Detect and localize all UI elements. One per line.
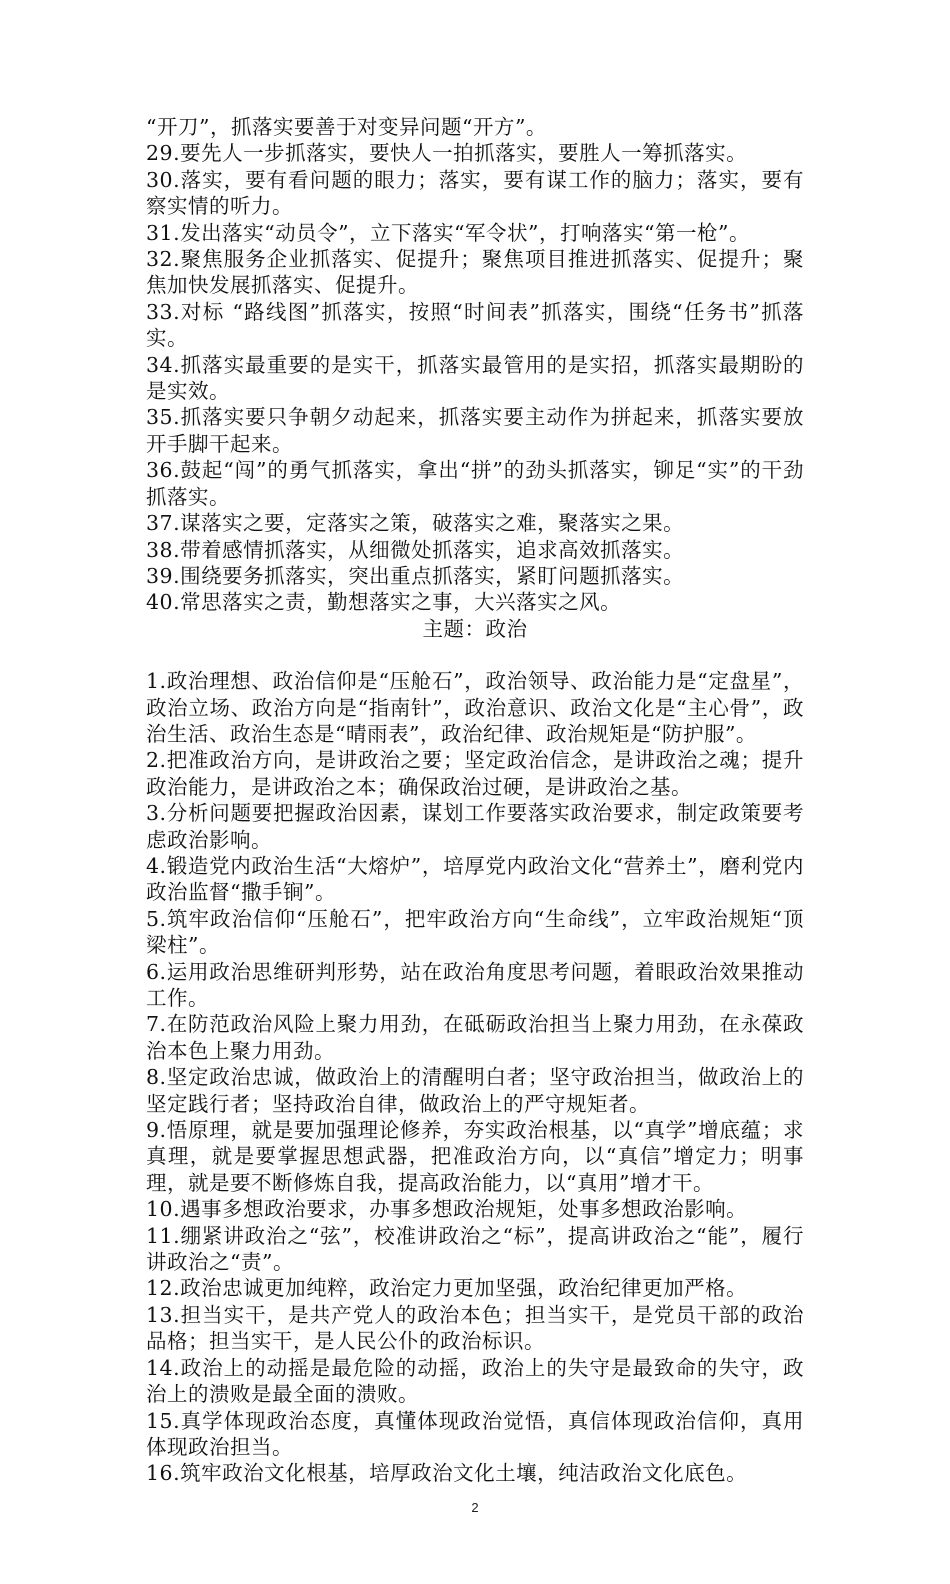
paragraph-8: 8.坚定政治忠诚，做政治上的清醒明白者；坚守政治担当，做政治上的坚定践行者；坚持政治自律，做政治上的严守规矩者。 — [146, 1065, 804, 1116]
paragraph-29: 29.要先人一步抓落实，要快人一拍抓落实，要胜人一筹抓落实。 — [146, 141, 748, 166]
paragraph-3: 3.分析问题要把握政治因素，谋划工作要落实政治要求，制定政策要考虑政治影响。 — [146, 801, 804, 852]
paragraph-35: 35.抓落实要只争朝夕动起来，抓落实要主动作为拼起来，抓落实要放开手脚干起来。 — [146, 405, 804, 456]
paragraph-12: 12.政治忠诚更加纯粹，政治定力更加坚强，政治纪律更加严格。 — [146, 1276, 748, 1301]
paragraph-14: 14.政治上的动摇是最危险的动摇，政治上的失守是最致命的失守，政治上的溃败是最全面的溃败。 — [146, 1355, 804, 1407]
paragraph-30: 30.落实，要有看问题的眼力；落实，要有谋工作的脑力；落实，要有察实情的听力。 — [146, 167, 804, 219]
paragraph-33: 33.对标 “路线图”抓落实，按照“时间表”抓落实，围绕“任务书”抓落实。 — [146, 299, 804, 351]
paragraph-32: 32.聚焦服务企业抓落实、促提升；聚焦项目推进抓落实、促提升；聚焦加快发展抓落实、促提升。 — [146, 247, 804, 298]
paragraph-31: 31.发出落实“动员令”，立下落实“军令状”，打响落实“第一枪”。 — [146, 220, 750, 245]
section-zhengzhi — [146, 668, 804, 1487]
paragraph-15: 15.真学体现政治态度，真懂体现政治觉悟，真信体现政治信仰，真用体现政治担当。 — [146, 1408, 804, 1459]
paragraph-40: 40.常思落实之责，勤想落实之事，大兴落实之风。 — [146, 590, 622, 615]
paragraph-2: 2.把准政治方向，是讲政治之要；坚定政治信念，是讲政治之魂；提升政治能力，是讲政治之本；确保政治过硬，是讲政治之基。 — [146, 748, 804, 799]
paragraph-6: 6.运用政治思维研判形势，站在政治角度思考问题，着眼政治效果推动工作。 — [146, 959, 804, 1010]
paragraph-39: 39.围绕要务抓落实，突出重点抓落实，紧盯问题抓落实。 — [146, 563, 685, 588]
paragraph-16: 16.筑牢政治文化根基，培厚政治文化土壤，纯洁政治文化底色。 — [146, 1461, 748, 1486]
paragraph-38: 38.带着感情抓落实，从细微处抓落实，追求高效抓落实。 — [146, 537, 685, 562]
paragraph-11: 11.绷紧讲政治之“弦”，校准讲政治之“标”，提高讲政治之“能”，履行讲政治之“责”。 — [146, 1223, 804, 1275]
paragraph-37: 37.谋落实之要，定落实之策，破落实之难，聚落实之果。 — [146, 511, 685, 536]
topic-heading: 主题：政治 — [422, 616, 528, 641]
blank-line — [146, 642, 804, 668]
paragraph-4: 4.锻造党内政治生活“大熔炉”，培厚党内政治文化“营养土”，磨利党内政治监督“撒手锏”。 — [146, 853, 804, 905]
section-luoshi — [146, 114, 804, 616]
paragraph-13: 13.担当实干，是共产党人的政治本色；担当实干，是党员干部的政治品格；担当实干，是人民公仆的政治标识。 — [146, 1302, 804, 1354]
paragraph-36: 36.鼓起“闯”的勇气抓落实，拿出“拼”的劲头抓落实，铆足“实”的干劲抓落实。 — [146, 458, 804, 509]
paragraph-28-end: “开刀”，抓落实要善于对变异问题“开方”。 — [146, 115, 547, 139]
paragraph-9: 9.悟原理，就是要加强理论修养，夯实政治根基，以“真学”增底蕴；求真理，就是要掌握思想武器，把准政治方向，以“真信”增定力；明事理，就是要不断修炼自我，提高政治能力，以“真用”增才干。 — [146, 1118, 804, 1195]
paragraph-1: 1.政治理想、政治信仰是“压舱石”，政治领导、政治能力是“定盘星”，政治立场、政治方向是“指南针”，政治意识、政治文化是“主心骨”，政治生活、政治生态是“晴雨表”，政治纪律、政治规矩是“防护服”。 — [146, 669, 804, 746]
paragraph-34: 34.抓落实最重要的是实干，抓落实最管用的是实招，抓落实最期盼的是实效。 — [146, 352, 804, 404]
document-page — [146, 114, 804, 1487]
paragraph-10: 10.遇事多想政治要求，办事多想政治规矩，处事多想政治影响。 — [146, 1197, 748, 1222]
paragraph-7: 7.在防范政治风险上聚力用劲，在砥砺政治担当上聚力用劲，在永葆政治本色上聚力用劲。 — [146, 1012, 804, 1063]
paragraph-5: 5.筑牢政治信仰“压舱石”，把牢政治方向“生命线”，立牢政治规矩“顶梁柱”。 — [146, 906, 804, 958]
page-number: 2 — [471, 1500, 479, 1515]
